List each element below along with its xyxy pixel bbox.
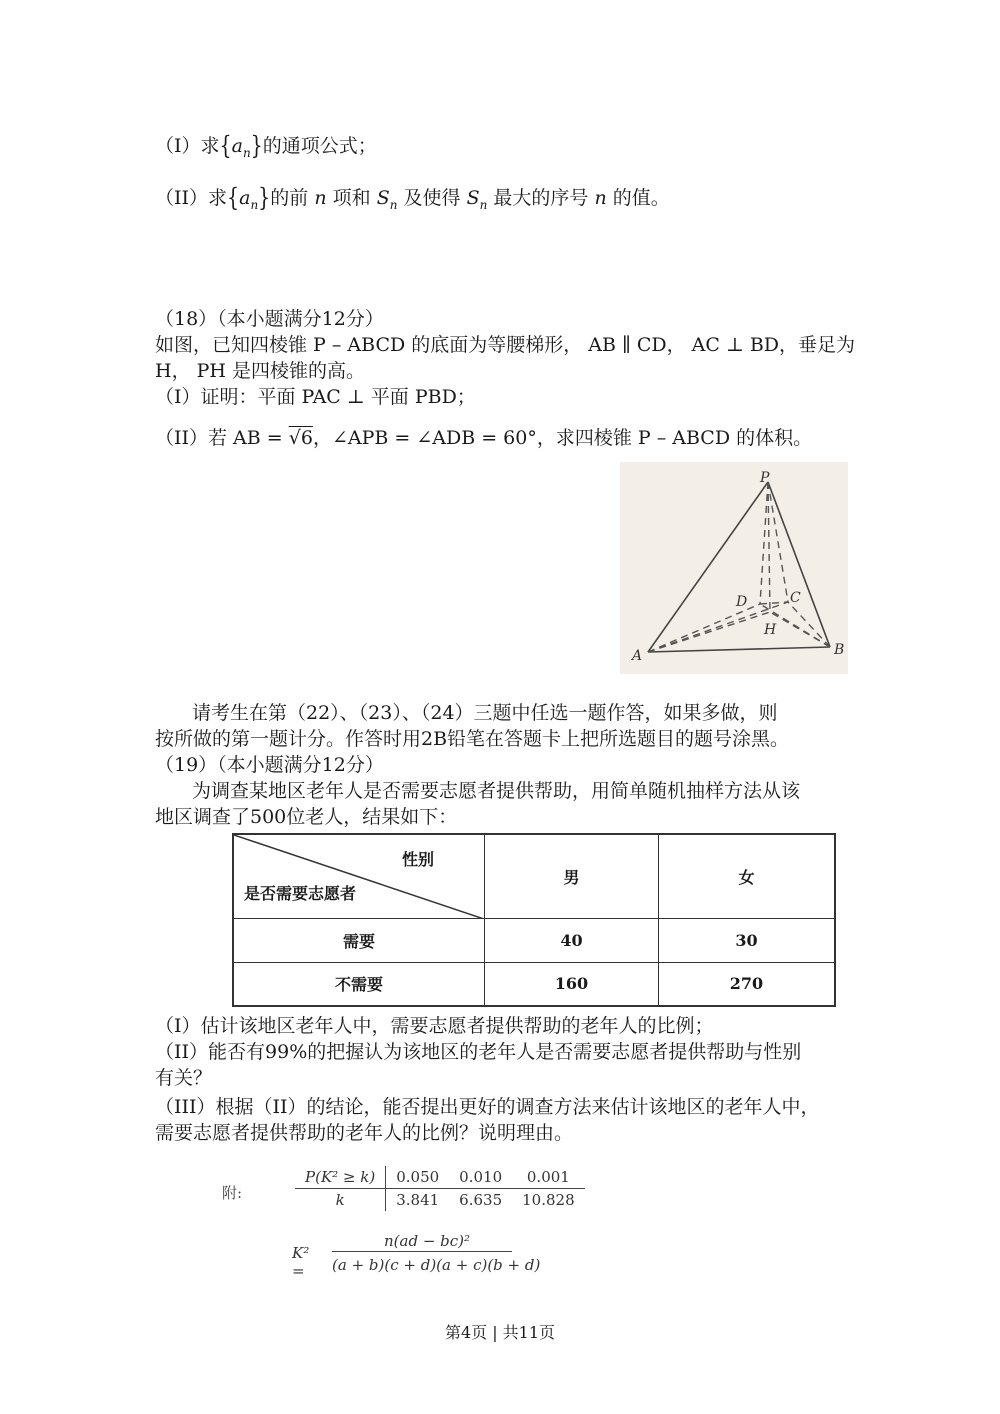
- label-B: B: [834, 642, 845, 658]
- q19-heading: （19）（本小题满分12分）: [155, 754, 384, 776]
- survey-table: [232, 833, 836, 1007]
- q19-intro1: 为调查某地区老年人是否需要志愿者提供帮助，用简单随机抽样方法从该: [192, 780, 801, 802]
- table-row: 需要 40 30: [233, 918, 835, 962]
- q19-part3a: （III）根据（II）的结论，能否提出更好的调查方法来估计该地区的老年人中，: [155, 1096, 820, 1118]
- label-H: H: [764, 622, 777, 638]
- table-row: 不需要 160 270: [233, 962, 835, 1006]
- q19-part2b: 有关？: [155, 1067, 213, 1089]
- q19-part1: （I）估计该地区老年人中，需要志愿者提供帮助的老年人的比例；: [155, 1015, 714, 1037]
- label-P: P: [760, 470, 770, 486]
- table-corner-cell: [233, 834, 485, 918]
- q19-part2a: （II）能否有99%的把握认为该地区的老年人是否需要志愿者提供帮助与性别: [155, 1041, 802, 1063]
- corner-top-label: 性别: [401, 850, 434, 869]
- q18-part1: （I）证明：平面 PAC ⊥ 平面 PBD；: [155, 386, 476, 408]
- q18-heading: （18）（本小题满分12分）: [155, 308, 384, 330]
- label-C: C: [790, 590, 801, 606]
- col-female-header: 女: [658, 834, 835, 918]
- q17-part2: （II）求$\{a_n\}$的前 n 项和 $S_n$ 及使得 $S_n$ 最大的序号 n 的值。: [155, 183, 670, 213]
- instructions-line2: 按所做的第一题计分。作答时用2B铅笔在答题卡上把所选题目的题号涂黑。: [155, 728, 790, 750]
- label-A: A: [632, 648, 643, 664]
- page-footer: 第4页 | 共11页: [444, 1323, 556, 1342]
- q18-line1: 如图，已知四棱锥 P – ABCD 的底面为等腰梯形， AB ∥ CD， AC ⊥ BD，垂足为: [155, 334, 856, 356]
- q19-part3b: 需要志愿者提供帮助的老年人的比例？说明理由。: [155, 1122, 574, 1144]
- pyramid-figure: [620, 462, 848, 674]
- col-male-header: 男: [485, 834, 659, 918]
- q18-part2: （II）若 AB = √6，∠APB = ∠ADB = 60°，求四棱锥 P – ABCD 的体积。: [155, 427, 813, 449]
- corner-bottom-label: 是否需要志愿者: [244, 883, 357, 903]
- q19-intro2: 地区调查了500位老人，结果如下：: [155, 806, 458, 828]
- k2-critical-table: P(K² ≥ k) 0.050 0.010 0.001 k 3.841 6.635 10.828: [295, 1166, 585, 1211]
- label-D: D: [736, 594, 748, 610]
- appendix-label: 附:: [222, 1184, 243, 1202]
- q18-line2: H， PH 是四棱锥的高。: [155, 360, 366, 382]
- q17-part1: （I）求$\{a_n\}$的通项公式；: [155, 131, 377, 161]
- instructions-line1: 请考生在第（22）、（23）、（24）三题中任选一题作答，如果多做，则: [192, 702, 778, 724]
